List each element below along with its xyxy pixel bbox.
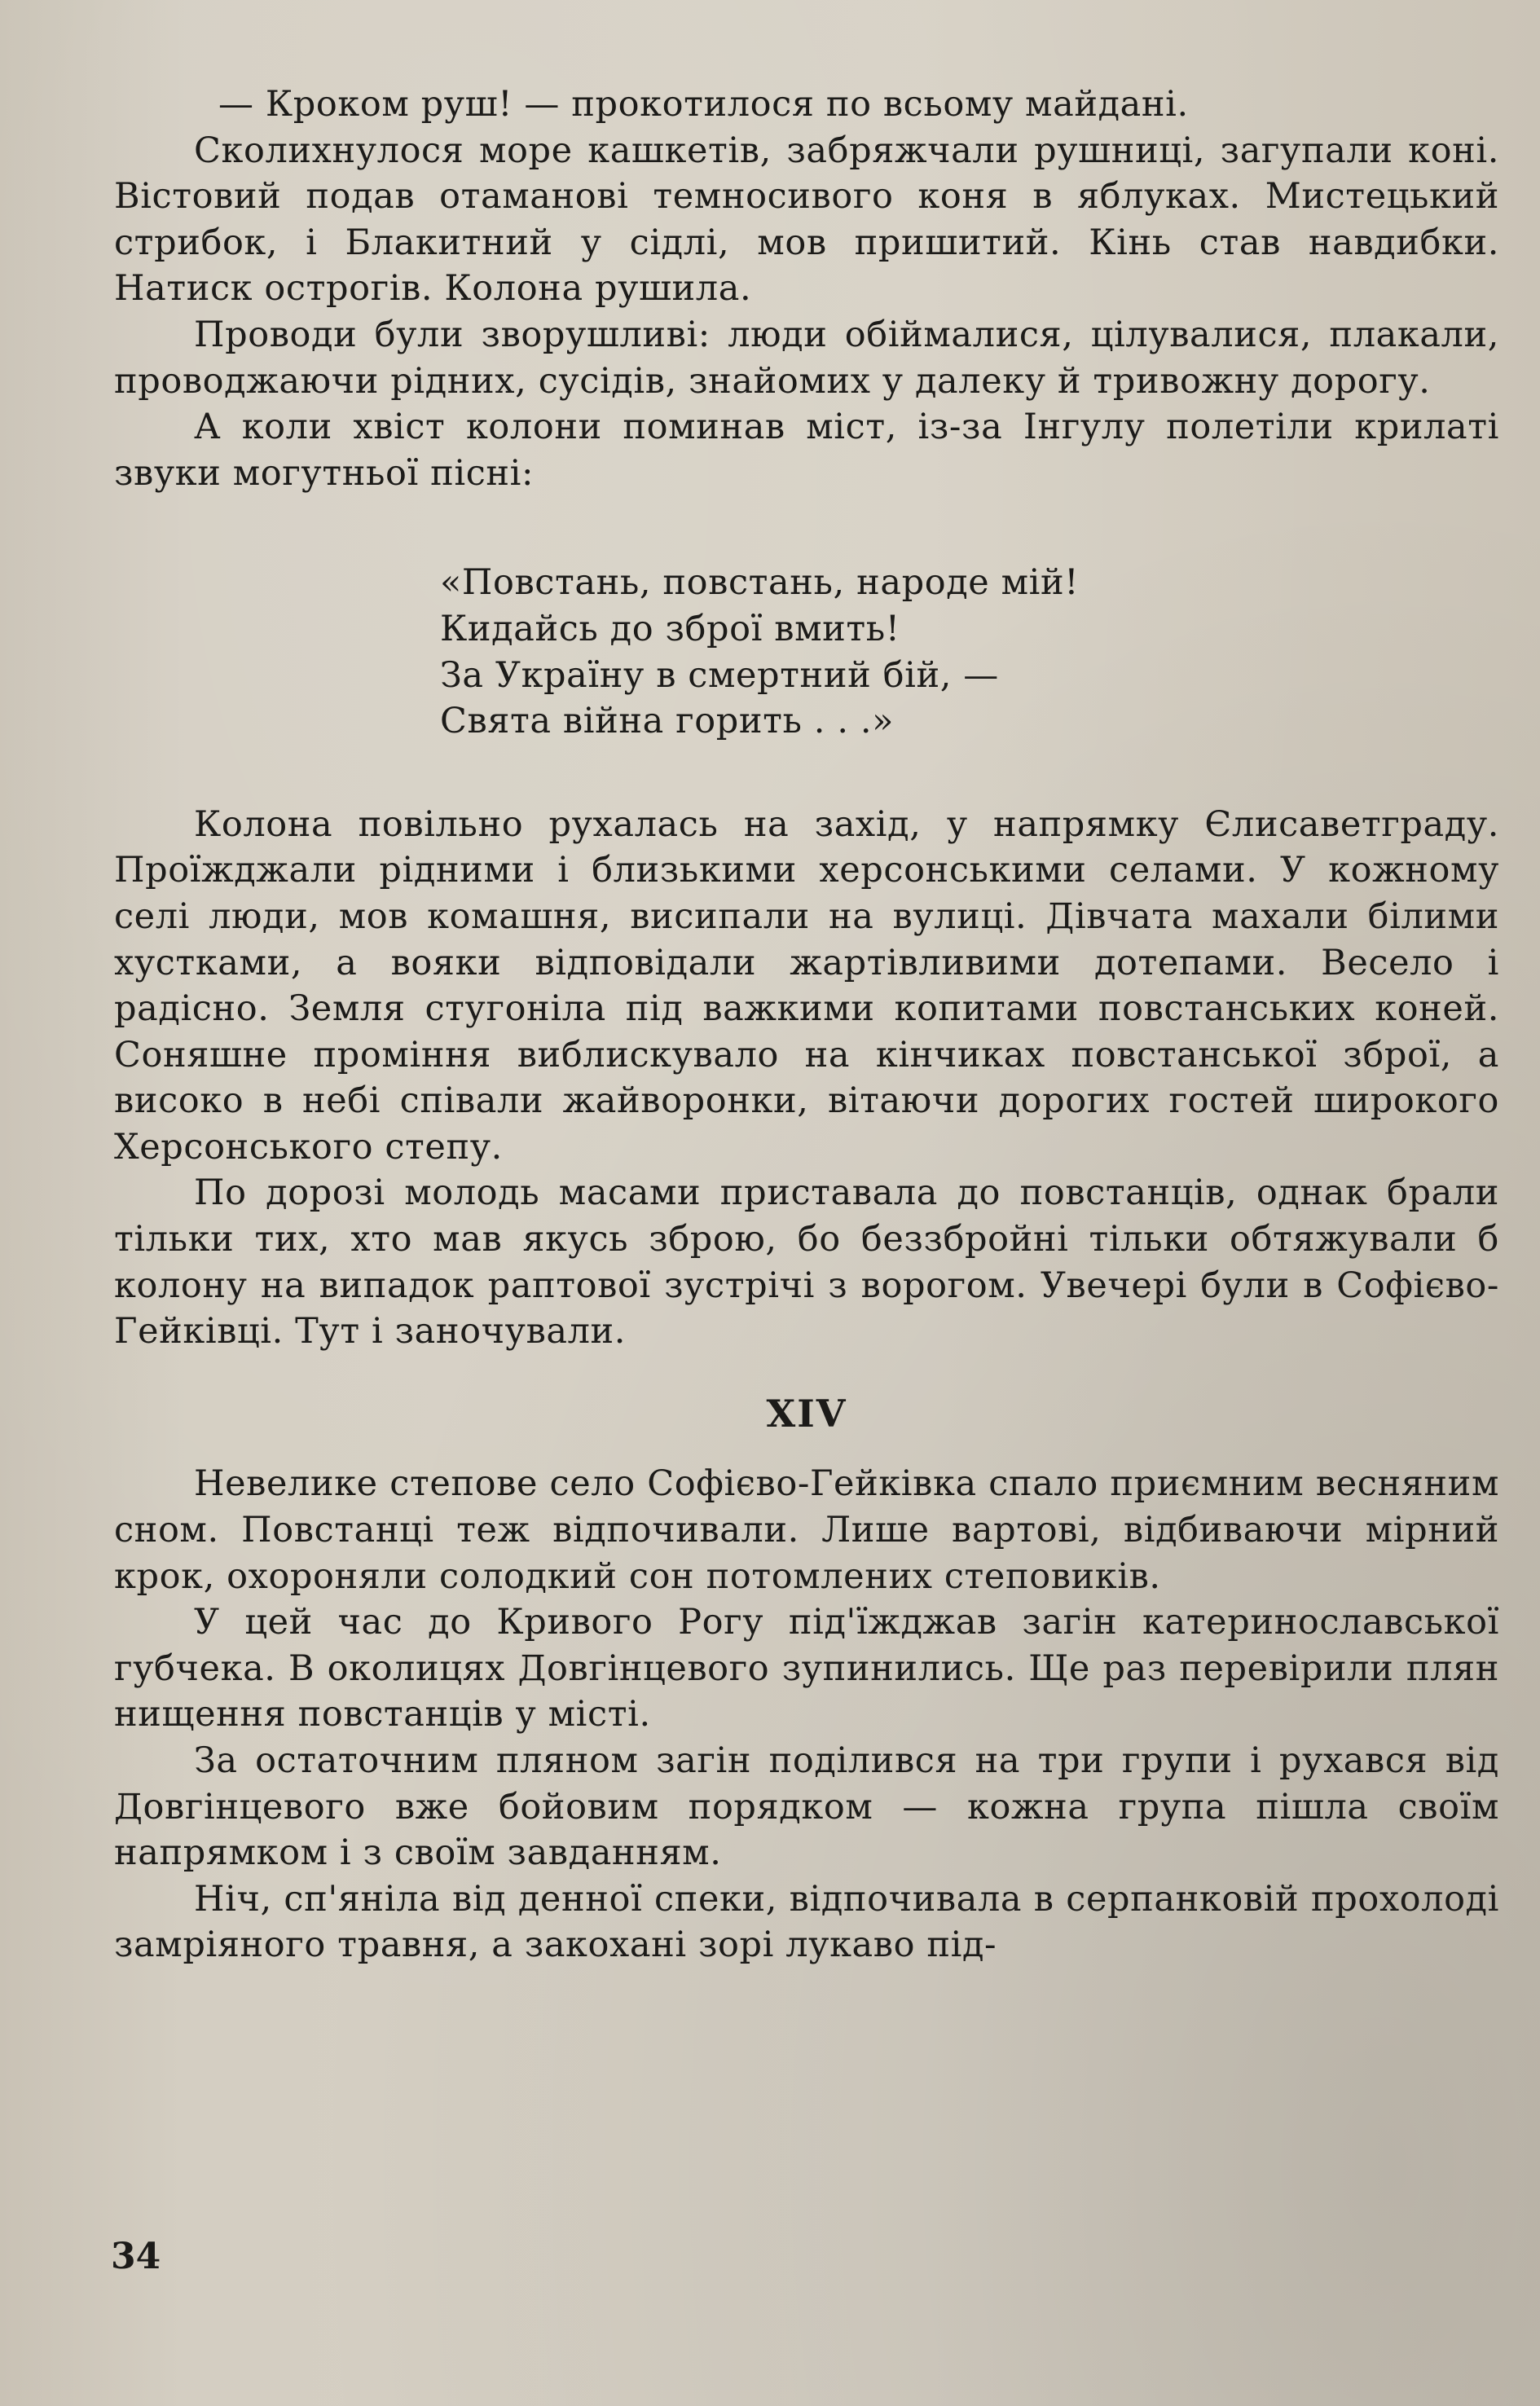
verse-line: Свята війна горить . . .» bbox=[440, 701, 895, 742]
paragraph-song-intro: А коли хвіст колони поминав міст, із-за Інгулу полетіли крилаті звуки могутньої пісні: bbox=[114, 407, 1499, 494]
paragraph-village-sleeps: Невелике степове село Софієво-Гейківка спало приємним весняним сном. Повстанці теж відпочивали. Лише вартові, відбиваючи мірний крок, охороняли солодкий сон потомлених степовиків. bbox=[114, 1463, 1499, 1597]
page-text-body bbox=[114, 81, 1499, 1968]
song-verse bbox=[440, 560, 1499, 744]
paragraph-cheka-detachment: У цей час до Кривого Рогу під'їжджав загін катеринославської губчека. В околицях Довгінцевого зупинились. Ще раз перевірили плян нищення повстанців у місті. bbox=[114, 1602, 1499, 1735]
paragraph-farewell: Проводи були зворушливі: люди обіймалися, цілувалися, плакали, проводжаючи рідних, сусідів, знайомих у далеку й тривожну дорогу. bbox=[114, 314, 1499, 402]
paragraph-march-west: Колона повільно рухалась на захід, у напрямку Єлисаветграду. Проїжджали рідними і близькими херсонськими селами. У кожному селі люди, мов комашня, висипали на вулиці. Дівчата махали білими хустками, а вояки відповідали жартівливими дотепами. Весело і радісно. Земля стугоніла під важкими копитами повстанських коней. Соняшне проміння виблискувало на кінчиках повстанської зброї, а високо в небі співали жайворонки, вітаючи дорогих гостей широкого Херсонського степу. bbox=[114, 803, 1499, 1168]
paragraph-youth-joins: По дорозі молодь масами приставала до повстанців, однак брали тільки тих, хто мав якусь зброю, бо беззбройні тільки обтяжували б колону на випадок раптової зустрічі з ворогом. Увечері були в Софієво-Гейківці. Тут і заночували. bbox=[114, 1172, 1499, 1353]
paragraph-column-departs: Сколихнулося море кашкетів, забряжчали рушниці, загупали коні. Вістовий подав отаманові темносивого коня в яблуках. Мистецький стрибок, і Блакитний у сідлі, мов пришитий. Кінь став навдибки. Натиск острогів. Колона рушила. bbox=[114, 130, 1499, 310]
verse-line: «Повстань, повстань, народе мій! bbox=[440, 562, 1080, 604]
page-number: 34 bbox=[111, 2236, 161, 2277]
verse-line: За Україну в смертний бій, — bbox=[440, 654, 999, 696]
paragraph-final-plan: За остаточним пляном загін поділився на три групи і рухався від Довгінцевого вже бойовим порядком — кожна група пішла своїм напрямком і з своїм завданням. bbox=[114, 1740, 1499, 1874]
paragraph-night: Ніч, сп'яніла від денної спеки, відпочивала в серпанковій прохолоді замріяного травня, а закохані зорі лукаво під- bbox=[114, 1878, 1499, 1966]
chapter-heading: XIV bbox=[766, 1391, 847, 1436]
paragraph-command: — Кроком руш! — прокотилося по всьому майдані. bbox=[218, 84, 1189, 125]
verse-line: Кидайсь до зброї вмить! bbox=[440, 608, 900, 649]
